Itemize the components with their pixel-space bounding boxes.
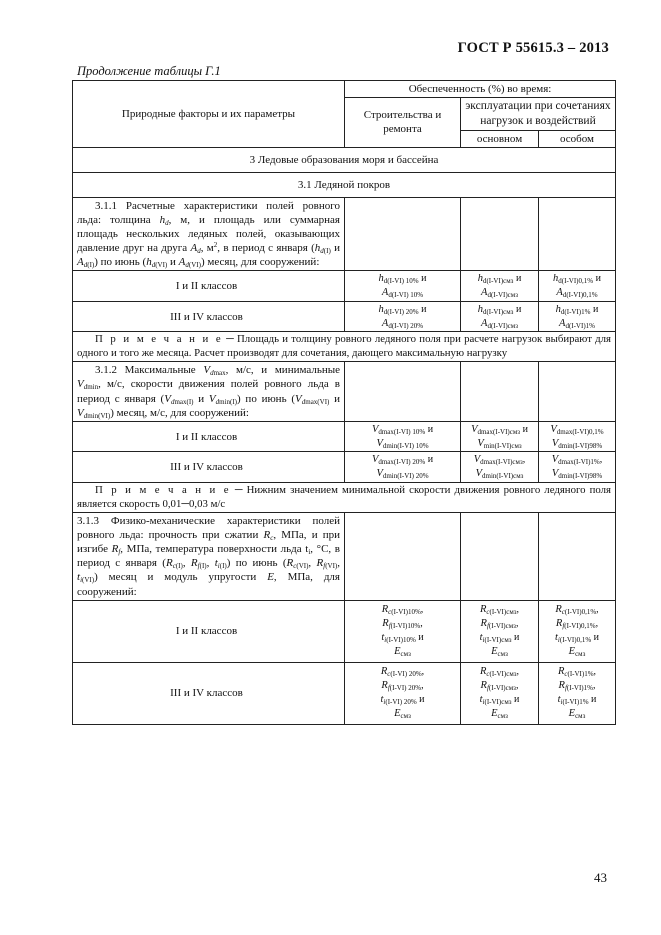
value-cell: $V_{dmax(I-VI)0,1\%}$ $V_{dmin(I-VI)98\%}$	[539, 421, 616, 452]
value-cell: $V_{dmax(I-VI)смз}$ и $V_{min(I-VI)смз}$	[461, 421, 539, 452]
table-header-row	[73, 81, 616, 98]
value-cell: $V_{dmax(I-VI) 20\%}$ и $V_{dmin(I-VI) 20\%}$	[345, 452, 461, 483]
note-row	[73, 483, 616, 513]
class-label: I и II классов	[73, 270, 345, 301]
table-row	[73, 270, 616, 301]
table-continuation-caption: Продолжение таблицы Г.1	[77, 64, 221, 78]
class-label: III и IV классов	[73, 662, 345, 724]
table-row	[73, 452, 616, 483]
table-row	[73, 600, 616, 662]
note-row	[73, 332, 616, 362]
class-label: III и IV классов	[73, 301, 345, 332]
value-cell: $V_{dmax(I-VI)смз}$, $V_{dmin(I-VI)смз}$	[461, 452, 539, 483]
value-cell: $h_{d(I-VI)1\%}$ и $A_{d(I-VI)1\%}$	[539, 301, 616, 332]
document-code: ГОСТ Р 55615.3 – 2013	[457, 40, 609, 56]
basic-combination-header: основном	[461, 130, 539, 147]
class-label: I и II классов	[73, 600, 345, 662]
value-cell: $h_{d(I-VI) 20\%}$ и $A_{d(I-VI) 20\%}$	[345, 301, 461, 332]
value-cell: $R_{c(I-VI)1\%}$, $R_{f(I-VI)1\%}$, $t_{i(I-VI)1\%}$ и $E_{смз}$	[539, 662, 616, 724]
table-row	[73, 662, 616, 724]
value-cell: $R_{c(I-VI)смз}$, $R_{f(I-VI)смз}$, $t_{i(I-VI)смз}$ и $E_{смз}$	[461, 662, 539, 724]
value-cell: $V_{dmax(I-VI)1\%}$, $V_{dmin(I-VI)98\%}$	[539, 452, 616, 483]
param-3-1-2-description: 3.1.2 Максимальные $V_{dmax}$, м/с, и минимальные $V_{dmin}$, м/с, скорости движения полей ровного льда в период с января ($V_{dmax(I)}$ и $V_{dmin(I)}$) по июнь ($V_{dmax(VI)}$ и $V_{dmin(VI)}$) месяц, м/с, для сооружений:	[73, 362, 345, 421]
table-row	[73, 362, 616, 421]
value-cell: $R_{c(I-VI)0,1\%}$, $R_{f(I-VI)0,1\%}$, $t_{i(I-VI)0,1\%}$ и $E_{смз}$	[539, 600, 616, 662]
section-ice-formations: 3 Ледовые образования моря и бассейна	[73, 147, 616, 172]
value-cell: $h_{d(I-VI)смз}$ и $A_{d(I-VI)смз}$	[461, 270, 539, 301]
param-3-1-1-description: 3.1.1 Расчетные характеристики полей ровного льда: толщина $h_d$, м, и площадь или суммарная площадь нескольких ледяных полей, оказывающих давление друг на друга $A_d$, $м^2$, в период с января ($h_{d(I)}$ и $A_{d(I)}$) по июнь ($h_{d(VI)}$ и $A_{d(VI)}$) месяц, для сооружений:	[73, 197, 345, 270]
value-cell: $h_{d(I-VI)смз}$ и $A_{d(I-VI)смз}$	[461, 301, 539, 332]
note-3-1-2: П р и м е ч а н и е ─ Нижним значением минимальной скорости движения ровного ледяного поля является скорость 0,01─0,03 м/с	[73, 483, 616, 513]
table-row	[73, 513, 616, 600]
value-cell: $V_{dmax(I-VI) 10\%}$ и $V_{dmin(I-VI) 10\%}$	[345, 421, 461, 452]
param-3-1-3-description: 3.1.3 Физико-механические характеристики полей ровного льда: прочность при сжатии $R_c$, МПа, и при изгибе $R_f$, МПа, температура поверхности льда $t_i$, °C, в период с января ($R_{c(I)}$, $R_{f(I)}$, $t_{i(I)}$) по июнь ($R_{c(VI)}$, $R_{f(VI)}$, $t_{i(VI)}$) месяц и модуль упругости E, МПа, для сооружений:	[73, 513, 345, 600]
construction-header: Строительства и ремонта	[345, 98, 461, 148]
table-row	[73, 421, 616, 452]
class-label: III и IV классов	[73, 452, 345, 483]
factors-header: Природные факторы и их параметры	[73, 81, 345, 148]
value-cell: $R_{c(I-VI) 20\%}$, $R_{f(I-VI) 20\%}$, $t_{i(I-VI) 20\%}$ и $E_{смз}$	[345, 662, 461, 724]
page-number: 43	[594, 870, 607, 885]
value-cell: $R_{c(I-VI)10\%}$, $R_{f(I-VI)10\%}$, $t_{i(I-VI)10\%}$ и $E_{смз}$	[345, 600, 461, 662]
provision-header: Обеспеченность (%) во время:	[345, 81, 616, 98]
special-combination-header: особом	[539, 130, 616, 147]
class-label: I и II классов	[73, 421, 345, 452]
table-row	[73, 301, 616, 332]
operation-header: эксплуатации при сочетаниях нагрузок и воздействий	[461, 98, 616, 130]
table-row	[73, 197, 616, 270]
value-cell: $h_{d(I-VI)0,1\%}$ и $A_{d(I-VI)0,1\%}$	[539, 270, 616, 301]
climate-parameters-table	[72, 80, 616, 725]
note-3-1-1: П р и м е ч а н и е ─ Площадь и толщину ровного ледяного поля при расчете нагрузок выбирают для одного и того же месяца. Расчет производят для сочетания, дающего максимальную нагрузку	[73, 332, 616, 362]
value-cell: $R_{c(I-VI)смз}$, $R_{f(I-VI)смз}$, $t_{i(I-VI)смз}$ и $E_{смз}$	[461, 600, 539, 662]
section-ice-cover: 3.1 Ледяной покров	[73, 172, 616, 197]
value-cell: $h_{d(I-VI) 10\%}$ и $A_{d(I-VI) 10\%}$	[345, 270, 461, 301]
